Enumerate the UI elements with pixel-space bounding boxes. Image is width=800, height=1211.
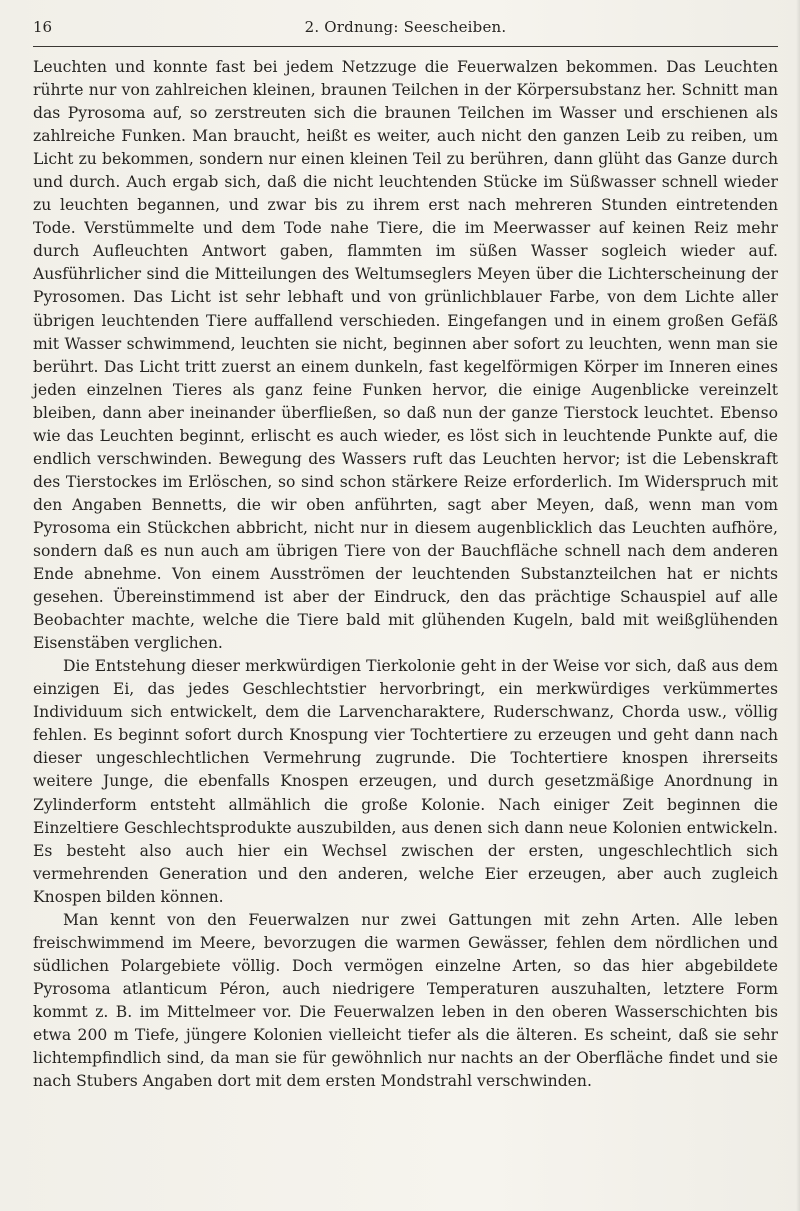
paragraph: Die Entstehung dieser merkwürdigen Tierkolonie geht in der Weise vor sich, daß aus dem einzigen Ei, das jedes Geschlechtstier hervorbringt, ein merkwürdiges verkümmertes Individuum sich entwickelt, dem die Larvencharaktere, Ruderschwanz, Chorda usw., völlig fehlen. Es beginnt sofort durch Knospung vier Tochtertiere zu erzeugen und geht dann nach dieser ungeschlechtlichen Vermehrung zugrunde. Die Tochtertiere knospen ihrerseits weitere Junge, die ebenfalls Knospen erzeugen, und durch gesetzmäßige Anordnung in Zylinderform entsteht allmählich die große Kolonie. Nach einiger Zeit beginnen die Einzeltiere Geschlechtsprodukte auszubilden, aus denen sich dann neue Kolonien entwickeln. Es besteht also auch hier ein Wechsel zwischen der ersten, ungeschlechtlich sich vermehrenden Generation und den anderen, welche Eier erzeugen, aber auch zugleich Knospen bilden können.	[33, 657, 778, 906]
page-header	[33, 18, 778, 42]
header-rule	[33, 46, 778, 47]
paragraph: Leuchten und konnte fast bei jedem Netzzuge die Feuerwalzen bekommen. Das Leuchten rührte nur von zahlreichen kleinen, braunen Teilchen in der Körpersubstanz her. Schnitt man das Pyrosoma auf, so zerstreuten sich die braunen Teilchen im Wasser und erschienen als zahlreiche Funken. Man braucht, heißt es weiter, auch nicht den ganzen Leib zu reiben, um Licht zu bekommen, sondern nur einen kleinen Teil zu berühren, dann glüht das Ganze durch und durch. Auch ergab sich, daß die nicht leuchtenden Stücke im Süßwasser schnell wieder zu leuchten begannen, und zwar bis zu ihrem erst nach mehreren Stunden eintretenden Tode. Verstümmelte und dem Tode nahe Tiere, die im Meerwasser auf keinen Reiz mehr durch Aufleuchten Antwort gaben, flammten im süßen Wasser sogleich wieder auf. Ausführlicher sind die Mitteilungen des Weltumseglers Meyen über die Lichterscheinung der Pyrosomen. Das Licht ist sehr lebhaft und von grünlichblauer Farbe, von dem Lichte aller übrigen leuchtenden Tiere auffallend verschieden. Eingefangen und in einem großen Gefäß mit Wasser schwimmend, leuchten sie nicht, beginnen aber sofort zu leuchten, wenn man sie berührt. Das Licht tritt zuerst an einem dunkeln, fast kegelförmigen Körper im Inneren eines jeden einzelnen Tieres als ganz feine Funken hervor, die einige Augenblicke vereinzelt bleiben, dann aber ineinander überfließen, so daß nun der ganze Tierstock leuchtet. Ebenso wie das Leuchten beginnt, erlischt es auch wieder, es löst sich in leuchtende Punkte auf, die endlich verschwinden. Bewegung des Wassers ruft das Leuchten hervor; ist die Lebenskraft des Tierstockes im Erlöschen, so sind schon stärkere Reize erforderlich. Im Widerspruch mit den Angaben Bennetts, die wir oben anführten, sagt aber Meyen, daß, wenn man vom Pyrosoma ein Stückchen abbricht, nicht nur in diesem augenblicklich das Leuchten aufhöre, sondern daß es nun auch am übrigen Tiere von der Bauchfläche schnell nach dem anderen Ende abnehme. Von einem Ausströmen der leuchtenden Substanzteilchen hat er nichts gesehen. Übereinstimmend ist aber der Eindruck, den das prächtige Schauspiel auf alle Beobachter machte, welche die Tiere bald mit glühenden Kugeln, bald mit weißglühenden Eisenstäben verglichen.	[33, 58, 778, 653]
body-text	[33, 56, 778, 1093]
running-head: 2. Ordnung: Seescheiben.	[304, 18, 507, 36]
page-number: 16	[33, 18, 53, 36]
page-edge-shadow	[796, 0, 800, 1211]
paragraph: Man kennt von den Feuerwalzen nur zwei Gattungen mit zehn Arten. Alle leben freischwimmend im Meere, bevorzugen die warmen Gewässer, fehlen dem nördlichen und südlichen Polargebiete völlig. Doch vermögen einzelne Arten, so das hier abgebildete Pyrosoma atlanticum Péron, auch niedrigere Temperaturen auszuhalten, letztere Form kommt z. B. im Mittelmeer vor. Die Feuerwalzen leben in den oberen Wasserschichten bis etwa 200 m Tiefe, jüngere Kolonien vielleicht tiefer als die älteren. Es scheint, daß sie sehr lichtempfindlich sind, da man sie für gewöhnlich nur nachts an der Oberfläche findet und sie nach Stubers Angaben dort mit dem ersten Mondstrahl verschwinden.	[33, 910, 778, 1091]
